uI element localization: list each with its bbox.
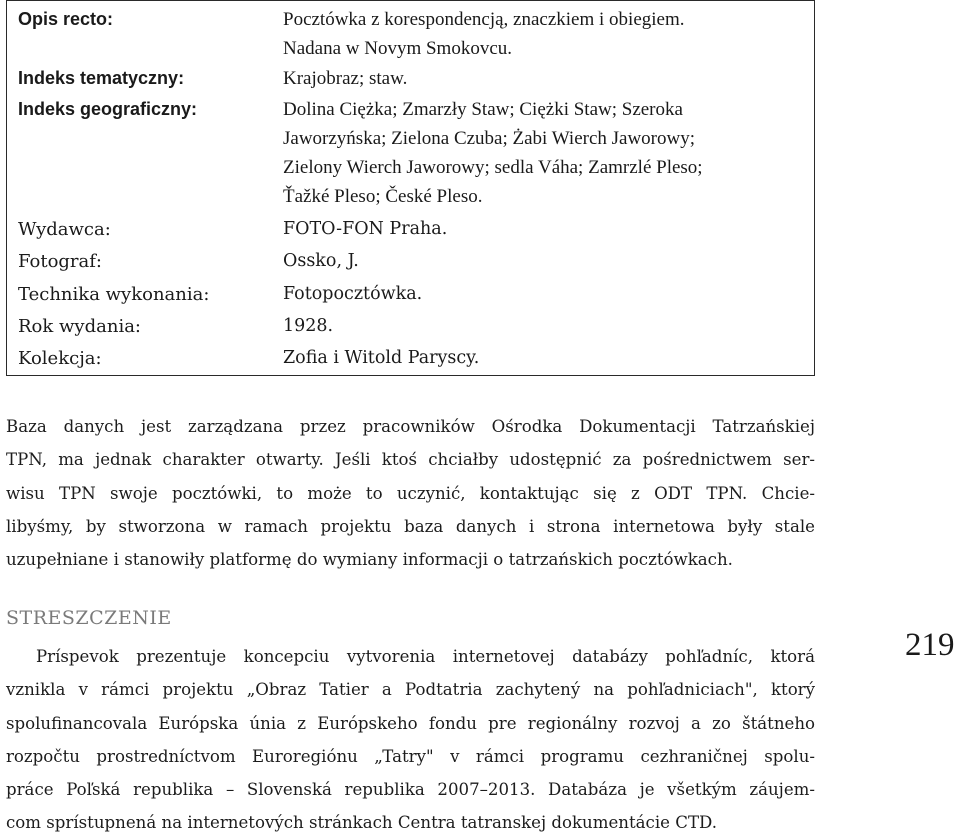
field-value-line: Nadana w Novym Smokovcu. — [283, 38, 513, 59]
field-label: Indeks geograficzny: — [18, 99, 198, 119]
page-number: 219 — [905, 627, 955, 663]
field-label: Fotograf: — [18, 251, 102, 272]
paragraph-polish — [6, 410, 815, 576]
field-value-line: Pocztówka z korespondencją, znaczkiem i obiegiem. — [283, 9, 685, 30]
field-value-line: Ossko, J. — [283, 251, 359, 271]
field-value-line: FOTO-FON Praha. — [283, 219, 448, 239]
text-line: uzupełniane i stanowiły platformę do wymiany informacji o tatrzańskich pocztówkach. — [6, 550, 733, 570]
text-line: práce Poľská republika – Slovenská republika 2007–2013. Databáza je všetkým záujem- — [6, 780, 815, 800]
summary-heading: STRESZCZENIE — [6, 607, 172, 629]
field-value-line: Dolina Ciężka; Zmarzły Staw; Ciężki Staw; Szeroka — [283, 99, 683, 120]
field-value-line: Fotopocztówka. — [283, 284, 423, 304]
field-label: Rok wydania: — [18, 316, 141, 337]
text-line: Baza danych jest zarządzana przez pracowników Ośrodka Dokumentacji Tatrzańskiej — [6, 417, 815, 436]
text-line: Príspevok prezentuje koncepciu vytvorenia internetovej databázy pohľadníc, ktorá — [36, 647, 815, 666]
field-label: Opis recto: — [18, 9, 114, 29]
field-label: Kolekcja: — [18, 348, 102, 369]
field-label: Indeks tematyczny: — [18, 68, 185, 88]
text-line: rozpočtu prostredníctvom Euroregiónu „Tatry" v rámci programu cezhraničnej spolu- — [6, 746, 815, 766]
field-value-line: Krajobraz; staw. — [283, 68, 408, 89]
field-value-line: 1928. — [283, 316, 334, 336]
field-value-line: Jaworzyńska; Zielona Czuba; Żabi Wierch Jaworowy; — [283, 128, 696, 149]
field-label: Wydawca: — [18, 219, 111, 240]
field-value-line: Zielony Wierch Jaworowy; sedla Váha; Zamrzlé Pleso; — [283, 157, 703, 178]
text-line: spolufinancovala Európska únia z Európskeho fondu pre regionálny rozvoj a zo štátneho — [6, 713, 815, 733]
text-line: libyśmy, by stworzona w ramach projektu baza danych i strona internetowa były stale — [6, 516, 815, 536]
text-line: TPN, ma jednak charakter otwarty. Jeśli ktoś chciałby udostępnić za pośrednictwem ser- — [6, 450, 815, 470]
field-value-line: Ťažké Pleso; České Pleso. — [283, 186, 483, 207]
record-table — [6, 0, 815, 376]
text-line: wisu TPN swoje pocztówki, to może to uczynić, kontaktując się z ODT TPN. Chcie- — [6, 483, 815, 503]
field-value-line: Zofia i Witold Paryscy. — [283, 348, 480, 368]
text-line: vznikla v rámci projektu „Obraz Tatier a Podtatria zachytený na pohľadniciach", ktorý — [6, 680, 815, 700]
paragraph-slovak — [6, 640, 815, 840]
text-line: com sprístupnená na internetových stránkach Centra tatranskej dokumentácie CTD. — [6, 813, 717, 833]
field-label: Technika wykonania: — [18, 284, 210, 305]
